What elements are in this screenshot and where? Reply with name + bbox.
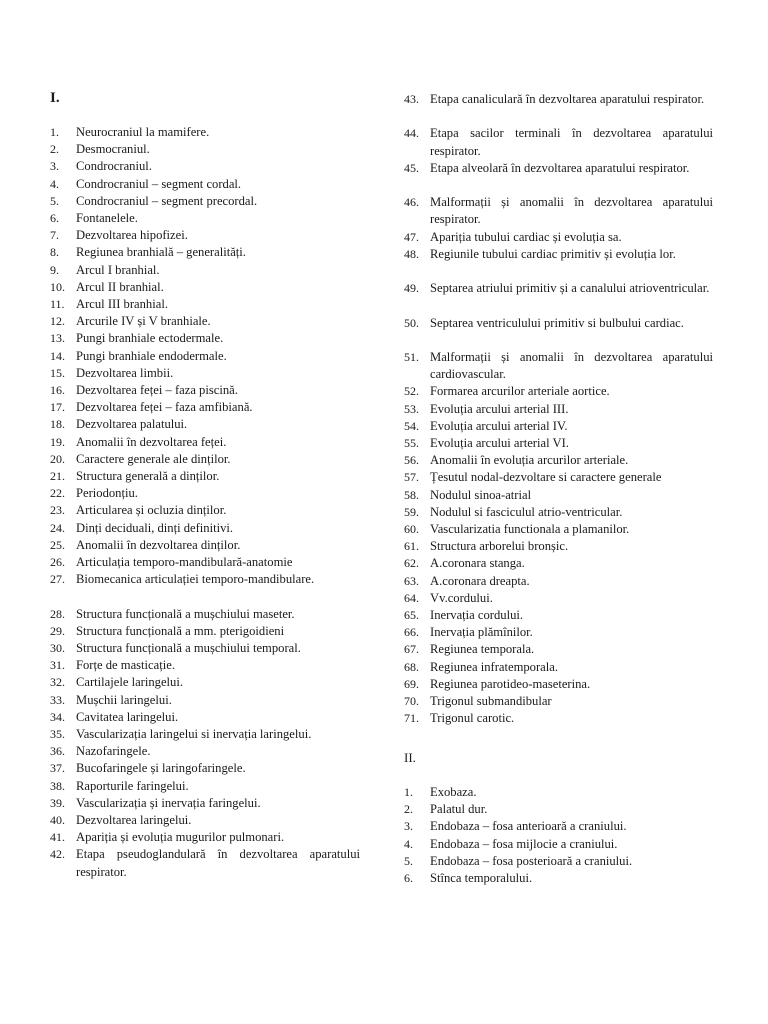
list-item <box>404 676 713 693</box>
item-number: 5. <box>50 193 59 208</box>
list-item <box>50 330 360 347</box>
item-text: Etapa pseudoglandulară în dezvoltarea aparatului respirator. <box>76 847 360 879</box>
list-item <box>404 818 713 835</box>
item-text: Regiunea infratemporala. <box>430 659 558 674</box>
list-item <box>50 743 360 760</box>
list-item <box>404 853 713 870</box>
item-text: Structura funcțională a mușchiului temporal. <box>76 641 301 655</box>
list-item <box>50 554 360 571</box>
item-text: Trigonul carotic. <box>430 711 515 726</box>
list-item <box>50 434 360 451</box>
item-number: 34. <box>50 709 65 724</box>
item-number: 59. <box>404 504 419 519</box>
item-number: 19. <box>50 434 65 449</box>
item-text: Dezvoltarea feței – faza amfibiană. <box>76 400 253 415</box>
item-number: 3. <box>404 819 413 834</box>
item-number: 28. <box>50 606 65 621</box>
item-text: Vascularizația și inervația faringelui. <box>76 795 261 810</box>
list-item <box>50 468 360 485</box>
list-item <box>50 537 360 554</box>
list-item <box>404 401 713 418</box>
item-number: 1. <box>50 125 59 139</box>
item-number: 39. <box>50 795 65 810</box>
item-number: 33. <box>50 692 65 707</box>
item-number: 57. <box>404 470 419 485</box>
list-item <box>404 435 713 452</box>
item-number: 61. <box>404 539 419 554</box>
item-number: 30. <box>50 641 65 655</box>
list-item <box>404 624 713 641</box>
item-number: 62. <box>404 556 419 571</box>
item-text: Pungi branhiale ectodermale. <box>76 331 224 346</box>
list-item <box>50 399 360 416</box>
item-number: 29. <box>50 623 65 638</box>
item-number: 50. <box>404 315 419 330</box>
item-number: 55. <box>404 436 419 450</box>
item-text: Etapa alveolară în dezvoltarea aparatului respirator. <box>430 160 690 175</box>
item-number: 44. <box>404 126 419 141</box>
item-text: Dezvoltarea feței – faza piscină. <box>76 383 238 397</box>
item-text: Vascularizația laringelui si inervația laringelui. <box>76 727 312 741</box>
item-number: 1. <box>404 785 413 799</box>
item-number: 18. <box>50 417 65 432</box>
item-text: Anomalii în dezvoltarea dinților. <box>76 537 241 552</box>
list-item <box>50 382 360 399</box>
item-number: 69. <box>404 676 419 691</box>
item-text: Dezvoltarea limbii. <box>76 365 174 380</box>
list-item <box>50 313 360 330</box>
list-item <box>404 555 713 572</box>
item-text: Endobaza – fosa anterioară a craniului. <box>430 819 627 834</box>
item-number: 3. <box>50 159 59 174</box>
item-text: Condrocraniul – segment precordal. <box>76 193 258 208</box>
item-text: Regiunea temporala. <box>430 642 535 657</box>
item-text: Evoluția arcului arterial VI. <box>430 436 569 450</box>
item-number: 20. <box>50 451 65 466</box>
list-item <box>404 784 713 801</box>
item-number: 48. <box>404 246 419 261</box>
list-item <box>404 538 713 555</box>
item-text: Pungi branhiale endodermale. <box>76 348 227 363</box>
list-item <box>50 262 360 279</box>
item-number: 21. <box>50 469 65 483</box>
item-number: 32. <box>50 675 65 690</box>
item-text: Inervația plămînilor. <box>430 625 533 640</box>
item-number: 2. <box>50 142 59 157</box>
item-number: 10. <box>50 279 65 294</box>
item-text: Fontanelele. <box>76 211 138 225</box>
list-item <box>404 246 713 263</box>
list-item <box>50 451 360 468</box>
item-number: 11. <box>50 297 65 311</box>
item-text: Etapa sacilor terminali în dezvoltarea aparatului respirator. <box>430 126 713 158</box>
item-text: Structura arborelui bronșic. <box>430 539 569 554</box>
item-number: 60. <box>404 522 419 536</box>
list-item <box>50 640 360 657</box>
item-number: 6. <box>50 211 59 225</box>
list-item <box>50 571 360 588</box>
item-text: Bucofaringele și laringofaringele. <box>76 761 246 776</box>
item-text: Caractere generale ale dinților. <box>76 451 231 466</box>
item-number: 66. <box>404 625 419 640</box>
item-text: Septarea ventriculului primitiv si bulbului cardiac. <box>430 315 684 330</box>
item-text: Dezvoltarea laringelui. <box>76 813 192 827</box>
list-item <box>404 836 713 853</box>
item-number: 52. <box>404 384 419 399</box>
list-item <box>50 227 360 244</box>
list-item <box>50 176 360 193</box>
list-item <box>50 795 360 812</box>
list-item <box>404 315 713 332</box>
item-text: Evoluția arcului arterial IV. <box>430 418 568 433</box>
item-text: Regiunea branhială – generalități. <box>76 245 246 260</box>
list-item <box>404 487 713 504</box>
list-item <box>404 573 713 590</box>
list-item <box>50 606 360 623</box>
item-number: 16. <box>50 383 65 397</box>
item-number: 49. <box>404 281 419 296</box>
item-number: 51. <box>404 350 419 364</box>
item-text: Structura generală a dinților. <box>76 469 220 483</box>
item-text: Neurocraniul la mamifere. <box>76 125 210 139</box>
item-text: Biomecanica articulației temporo-mandibulare. <box>76 572 315 587</box>
item-text: Dezvoltarea hipofizei. <box>76 228 188 243</box>
list-item <box>50 623 360 640</box>
item-number: 45. <box>404 160 419 175</box>
item-text: Palatul dur. <box>430 802 488 817</box>
item-text: Periodonțiu. <box>76 486 138 501</box>
list-item <box>404 91 713 108</box>
item-text: Condrocraniul – segment cordal. <box>76 176 242 191</box>
item-text: Nodulul si fasciculul atrio-ventricular. <box>430 504 623 519</box>
list-item <box>50 348 360 365</box>
list-item <box>50 158 360 175</box>
item-number: 17. <box>50 400 65 415</box>
item-text: Dinți deciduali, dinți definitivi. <box>76 520 234 535</box>
item-number: 54. <box>404 418 419 433</box>
list-item <box>404 194 713 228</box>
item-number: 63. <box>404 573 419 588</box>
item-text: Structura funcțională a mușchiului maseter. <box>76 606 295 621</box>
item-text: Nazofaringele. <box>76 744 151 759</box>
item-number: 31. <box>50 658 65 673</box>
item-text: Apariția tubului cardiac și evoluția sa. <box>430 229 622 244</box>
item-number: 35. <box>50 727 65 741</box>
item-number: 5. <box>404 853 413 868</box>
item-text: A.coronara stanga. <box>430 556 525 571</box>
list-item <box>50 812 360 829</box>
item-number: 41. <box>50 830 65 845</box>
list-item <box>404 469 713 486</box>
list-item <box>404 452 713 469</box>
list-item <box>50 692 360 709</box>
list-item <box>404 349 713 383</box>
item-number: 7. <box>50 228 59 243</box>
list-item <box>404 229 713 246</box>
item-text: Regiunile tubului cardiac primitiv și evoluția lor. <box>430 246 676 261</box>
item-text: Apariția și evoluția mugurilor pulmonari. <box>76 830 285 845</box>
item-number: 8. <box>50 245 59 260</box>
item-text: Forțe de masticație. <box>76 658 175 673</box>
list-item <box>50 365 360 382</box>
list-item <box>50 846 360 880</box>
list-item <box>50 193 360 210</box>
item-text: Exobaza. <box>430 785 477 799</box>
list-item <box>404 383 713 400</box>
item-number: 67. <box>404 642 419 657</box>
item-number: 15. <box>50 365 65 380</box>
item-text: Evoluția arcului arterial III. <box>430 401 569 416</box>
item-number: 71. <box>404 711 419 726</box>
item-number: 65. <box>404 608 419 622</box>
list-item <box>50 709 360 726</box>
list-item <box>404 693 713 710</box>
item-text: Vv.cordului. <box>430 590 493 605</box>
item-number: 47. <box>404 229 419 244</box>
list-item <box>50 520 360 537</box>
item-text: Anomalii în dezvoltarea feței. <box>76 434 227 449</box>
item-number: 43. <box>404 92 419 106</box>
item-number: 56. <box>404 453 419 468</box>
list-item <box>50 674 360 691</box>
list-item <box>404 504 713 521</box>
list-item <box>50 244 360 261</box>
item-text: Articularea și ocluzia dinților. <box>76 503 227 518</box>
list-item <box>404 125 713 159</box>
item-text: Arcul II branhial. <box>76 279 164 294</box>
item-number: 25. <box>50 537 65 552</box>
item-number: 12. <box>50 314 65 329</box>
item-text: Malformații și anomalii în dezvoltarea aparatului cardiovascular. <box>430 350 713 382</box>
list-item <box>50 778 360 795</box>
item-text: Dezvoltarea palatului. <box>76 417 188 432</box>
item-number: 68. <box>404 659 419 674</box>
list-item <box>50 141 360 158</box>
item-text: Endobaza – fosa mijlocie a craniului. <box>430 836 618 851</box>
item-text: Desmocraniul. <box>76 142 150 157</box>
list-item <box>404 710 713 727</box>
item-number: 38. <box>50 778 65 793</box>
item-text: Țesutul nodal-dezvoltare si caractere generale <box>430 470 662 485</box>
item-number: 24. <box>50 520 65 535</box>
item-text: Regiunea parotideo-maseterina. <box>430 676 591 691</box>
list-item <box>50 485 360 502</box>
list-item <box>50 829 360 846</box>
item-number: 27. <box>50 572 65 587</box>
list-item <box>404 521 713 538</box>
item-text: Stînca temporalului. <box>430 871 533 885</box>
item-number: 46. <box>404 195 419 210</box>
item-number: 70. <box>404 694 419 708</box>
item-number: 4. <box>50 176 59 191</box>
item-text: Condrocraniul. <box>76 159 152 174</box>
item-text: Vascularizatia functionala a plamanilor. <box>430 522 630 536</box>
item-text: A.coronara dreapta. <box>430 573 530 588</box>
section-heading-1: I. <box>50 90 60 106</box>
list-item <box>404 659 713 676</box>
section-heading-2: II. <box>404 750 416 765</box>
list-item <box>404 418 713 435</box>
item-text: Structura funcțională a mm. pterigoidieni <box>76 623 285 638</box>
list-item <box>50 416 360 433</box>
item-text: Arcul I branhial. <box>76 262 160 277</box>
list-item <box>50 657 360 674</box>
list-item <box>404 160 713 177</box>
list-item <box>404 641 713 658</box>
item-text: Malformații și anomalii în dezvoltarea aparatului respirator. <box>430 195 713 227</box>
item-number: 36. <box>50 744 65 759</box>
list-item <box>50 502 360 519</box>
list-item <box>404 801 713 818</box>
item-text: Trigonul submandibular <box>430 694 552 708</box>
item-text: Formarea arcurilor arteriale aortice. <box>430 384 610 399</box>
item-number: 53. <box>404 401 419 416</box>
item-number: 26. <box>50 555 65 569</box>
list-item <box>50 726 360 743</box>
item-text: Etapa canaliculară în dezvoltarea aparatului respirator. <box>430 92 705 106</box>
item-number: 9. <box>50 262 59 277</box>
item-text: Arcul III branhial. <box>76 297 168 311</box>
item-number: 22. <box>50 486 65 501</box>
list-item <box>404 280 713 297</box>
item-text: Cavitatea laringelui. <box>76 709 179 724</box>
item-text: Septarea atriului primitiv și a canalului atrioventricular. <box>430 281 710 296</box>
item-number: 6. <box>404 871 413 885</box>
item-text: Anomalii în evoluția arcurilor arteriale. <box>430 453 629 468</box>
item-text: Inervația cordului. <box>430 608 524 622</box>
item-number: 13. <box>50 331 65 346</box>
item-text: Arcurile IV și V branhiale. <box>76 314 211 329</box>
item-number: 23. <box>50 503 65 518</box>
item-text: Cartilajele laringelui. <box>76 675 184 690</box>
item-text: Endobaza – fosa posterioară a craniului. <box>430 853 633 868</box>
item-number: 64. <box>404 590 419 605</box>
item-number: 58. <box>404 487 419 502</box>
list-item <box>50 760 360 777</box>
item-number: 2. <box>404 802 413 817</box>
item-number: 42. <box>50 847 65 862</box>
list-item <box>50 124 360 141</box>
item-text: Articulația temporo-mandibulară-anatomie <box>76 555 293 569</box>
item-number: 4. <box>404 836 413 851</box>
item-text: Raporturile faringelui. <box>76 778 189 793</box>
item-number: 37. <box>50 761 65 776</box>
list-item <box>50 210 360 227</box>
list-item <box>404 607 713 624</box>
item-number: 14. <box>50 348 65 363</box>
list-item <box>404 590 713 607</box>
list-item <box>404 870 713 887</box>
list-item <box>50 279 360 296</box>
item-text: Nodulul sinoa-atrial <box>430 487 532 502</box>
list-item <box>50 296 360 313</box>
item-text: Mușchii laringelui. <box>76 692 172 707</box>
item-number: 40. <box>50 813 65 827</box>
